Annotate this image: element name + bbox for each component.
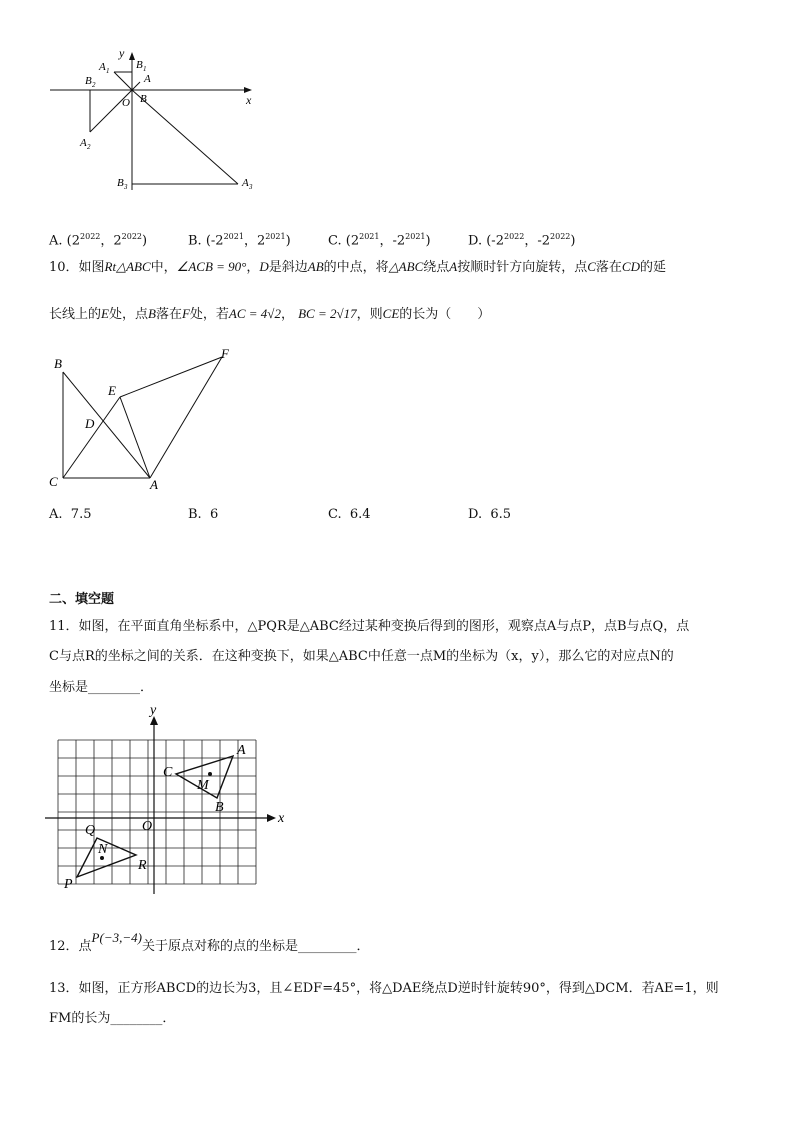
q10-label-b: B [54,356,62,371]
q9-label-b3-sub: 3 [124,183,128,191]
q10-option-b[interactable]: B. 6 [188,507,219,522]
q13-line1: 13．如图，正方形ABCD的边长为3，且∠EDF=45°，将△DAE绕点D逆时针旋转90°，得到△DCM．若AE=1，则 [49,981,719,996]
q9-label-a1: A [99,61,106,73]
q11-label-a: A [237,743,246,758]
q9-option-d[interactable]: D. ($-2^{2022}$，$-2^{2022}$) [468,232,576,249]
q11-label-o: O [142,819,153,834]
q11-label-n: N [98,842,108,857]
q9-label-b3: B [117,177,124,189]
q11-x-arrow [267,814,276,822]
q10-option-d[interactable]: D. 6.5 [468,507,512,522]
section-heading: 二、填空题 [49,592,115,607]
q10-label-e: E [108,383,116,398]
q10-label-c: C [49,474,58,489]
q10-seg-ba [63,372,150,478]
q9-option-b[interactable]: B. ($-2^{2021}$，$2^{2021}$) [188,232,291,249]
q9-label-a2: A [80,137,87,149]
q9-label-a3-sub: 3 [249,183,253,191]
q9-figure [40,40,270,200]
q11-line2: C与点R的坐标之间的关系．在这种变换下，如果△ABC中任意一点M的坐标为（x，y），那么它的对应点N的 [49,649,674,664]
q10-option-a[interactable]: A. 7.5 [49,507,92,522]
q9-label-b1: B [136,59,143,71]
q9-label-b: B [140,93,147,105]
q11-label-m: M [197,778,209,793]
q9-label-b2-sub: 2 [92,81,96,89]
q10-line2: 长线上的E处，点B落在F处，若AC = 4√2， BC = 2√17，则CE的长为（ ） [49,306,491,322]
q11-figure [40,698,300,898]
q10-seg-fa [150,357,222,478]
q9-label-a2-sub: 2 [87,143,91,151]
q10-seg-ea [120,397,150,478]
q10-figure [40,342,240,497]
q10-label-d: D [85,416,95,431]
q9-label-y: y [119,46,125,60]
q11-point-m [208,772,212,776]
q9-label-a1-sub: 1 [106,67,110,75]
q9-y-arrow [129,52,135,60]
q9-seg-oa [132,82,140,90]
q9-option-a[interactable]: A. ($2^{2022}$，$2^{2022}$) [49,232,148,249]
q11-label-r: R [138,858,147,873]
q9-label-b1-sub: 1 [143,65,147,73]
q12-point: P(−3,−4) [91,930,142,945]
q9-label-a: A [144,73,151,85]
q10-seg-ce [63,397,120,478]
q11-label-q: Q [85,823,96,838]
q9-label-o: O [122,97,130,109]
q10-seg-ef [120,357,222,397]
q11-label-b: B [215,800,224,815]
q11-label-y: y [150,703,157,718]
q10-line1: 10．如图Rt△ABC中，∠ACB = 90°，D是斜边AB的中点，将△ABC绕点A按顺时针方向旋转，点C落在CD的延 [49,259,666,275]
q9-option-c[interactable]: C. ($2^{2021}$，$-2^{2021}$) [328,232,431,249]
q10-option-c[interactable]: C. 6.4 [328,507,371,522]
q13-line2: FM的长为________． [49,1011,176,1026]
q9-label-x: x [246,93,252,107]
q11-label-p: P [64,877,73,892]
q10-label-a: A [150,477,158,492]
q11-line3: 坐标是________． [49,680,154,695]
q9-seg-a1o [114,72,132,90]
q12-line: 12．点P(−3,−4)关于原点对称的点的坐标是_________． [49,930,370,954]
q9-label-b2: B [85,75,92,87]
q9-label-a3: A [242,177,249,189]
q11-label-x: x [278,811,285,826]
q10-label-f: F [221,346,229,361]
q11-line1: 11．如图，在平面直角坐标系中，△PQR是△ABC经过某种变换后得到的图形，观察点A与点P，点B与点Q，点 [49,619,690,634]
q9-seg-a3o [132,90,238,184]
q11-grid [58,740,256,884]
q11-label-c: C [163,765,173,780]
